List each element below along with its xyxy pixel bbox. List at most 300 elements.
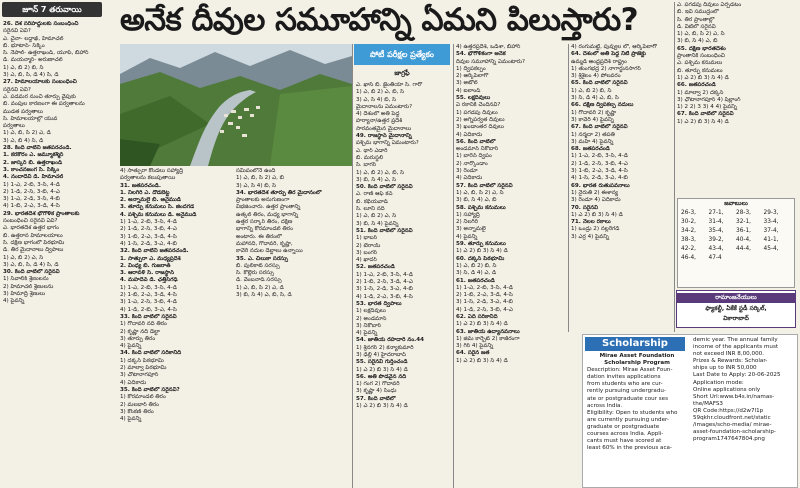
answer-item: 44-4, [736, 246, 751, 252]
question-line: 2. జాస్కర్ బి. ఉత్తరాఖండ్ [3, 159, 63, 166]
question-line: 3) బంగర్ [356, 249, 378, 256]
question-line: సి. దక్షిణ భాగంలో పీఠభూమి [3, 239, 65, 246]
question-line: 59. తూర్పు కనుమలు [456, 241, 506, 248]
question-line: 2) ఆర్కిపెలాగో [456, 73, 489, 80]
answer-item: 40-4, [736, 237, 751, 243]
question-line: ఎ. థార్ ఎడారి [356, 147, 388, 154]
question-line: 1) ఎ, బి, సి 2) ఎ, డి [3, 130, 51, 137]
questions-column-4 [356, 82, 452, 486]
question-line: 33. కింది వాటిలో సరైనవి [120, 313, 177, 320]
answer-item: 47-4 [708, 255, 722, 261]
answer-item: 34-2, [681, 228, 696, 234]
scholarship-line: the/MAFS3 [693, 400, 723, 407]
question-line: 2) మలబార్ తీరం [120, 401, 160, 408]
question-line: 3. ఆరావళి సి. రాజస్థాన్ [120, 270, 175, 277]
question-line: 30. కింది వాటిలో సరైనవి [3, 269, 60, 276]
question-line: 3) బి, సి 4) ఎ, బి [456, 197, 497, 204]
question-line: ముడత పర్వతాలు [3, 108, 43, 115]
questions-column-1 [3, 21, 115, 487]
question-line: 1) 1-ఎ, 2-బి, 3-సి, 4-డి [456, 284, 513, 291]
question-line: 4) 1-డి, 2-సి, 3-బి, 4-ఎ [456, 306, 513, 313]
question-line: 61. జతపరచండి [456, 277, 495, 284]
question-line: 3) 1-బి, 2-ఎ, 3-డి, 4-సి [571, 168, 628, 175]
question-line: 3. కాంచనజంగ సి. సిక్కిం [3, 166, 60, 173]
question-line: 3) చోటానాగపూర్ [120, 372, 159, 379]
question-line: 31. జతపరచండి. [120, 182, 161, 189]
answer-item: 41-1, [763, 237, 779, 243]
question-line: 1) తుంగభద్ర 2) నాగార్జునసాగర్ [571, 65, 641, 72]
question-line: 4) 1-సి, 2-డి, 3-ఎ, 4-బి [571, 175, 628, 182]
question-line: 34. భారతదేశ తూర్పు తీర మైదానంలో [236, 189, 322, 196]
question-line: ఎ. ఖాసీ బి. జైంతియా సి. గారో [356, 82, 423, 88]
section-ribbon: పోటీ పరీక్షల ప్రత్యేకం [354, 44, 450, 65]
scholarship-line: from students who are cur- [587, 381, 663, 388]
answer-key-title: జవాబులు [724, 200, 748, 207]
question-line: 1. నీలగిరి ఎ. దొడబెట్ట [120, 189, 170, 196]
scholarship-line: not exceed INR 8,00,000. [693, 351, 764, 358]
scholarship-line: rently pursuing undergradu- [587, 388, 666, 395]
question-line: 57. కింది వాటిలో సరైనవి [456, 182, 513, 189]
question-line: 4) ఏదీకాదు [456, 131, 483, 138]
question-line: సరైనవి ఏవి? [3, 28, 31, 35]
scholarship-line: income of the applicants must [693, 344, 779, 351]
scholarship-line: ate or postgraduate cour ses [587, 395, 669, 402]
question-line: ఏ రకానికి చెందినవి? [456, 102, 501, 109]
answer-item: 43-4, [708, 246, 724, 252]
question-line: బి. తూర్పు కనుమలు [677, 67, 723, 74]
answer-item: 33-4, [763, 219, 779, 225]
scholarship-line: graduate or postgraduate [587, 423, 660, 430]
question-line: 27. హిమాలయాలకు సంబంధించి [3, 79, 77, 86]
question-line: 1. సాత్పురా ఎ. మధ్యప్రదేశ్ [120, 255, 181, 262]
question-line: సారవంతమైన మైదానాలు [356, 125, 412, 132]
answer-item: 36-1, [736, 228, 751, 234]
question-line: ఎ. పశ్చిమ కనుమలు [677, 60, 723, 67]
question-line: సి. తీర ప్రాంతాల్లో [677, 16, 715, 23]
answer-item: 42-2, [681, 246, 696, 252]
question-line: 60. దక్కన్ పీఠభూమి [456, 255, 505, 262]
question-line: 66. దక్షిణ ద్వీపకల్ప నదులు [571, 102, 634, 109]
scholarship-line: across India. [587, 402, 623, 409]
question-line: 2) 1-డి, 2-సి, 3-బి, 4-ఎ [571, 160, 628, 167]
question-line: 1) ఎ, బి, సి 2) ఎ, సి [456, 189, 504, 196]
question-line: 1) గోదావరి 2) కృష్ణా [571, 109, 617, 116]
answer-item: 31-4, [708, 219, 724, 225]
question-line: డి. వీటిలో సరైనవి [677, 23, 716, 30]
question-line: 65. కింది వాటిలో సరైనవి [571, 80, 628, 87]
question-line: 1) నైరుతి 2) ఈశాన్య [571, 189, 619, 196]
question-line: 1) ఎ, బి 2) బి, సి [571, 87, 612, 94]
question-line: 3) ఢిల్లీ 4) హైదరాబాద్ [356, 351, 406, 358]
headline: అనేక దీవుల సమూహాన్ని ఏమని పిలుస్తారు? [120, 2, 639, 38]
question-line: సమీపంలోనే ఉంది [236, 168, 276, 174]
question-line: 67. కింది వాటిలో సరైనవి [677, 111, 734, 118]
question-line: 55. లక్షదీవులు [456, 95, 491, 102]
question-line: 1) ఎ 2) బి 3) సి 4) డి [456, 321, 508, 328]
question-line: 1) ఎ 2) బి 3) సి 4) డి [677, 74, 729, 81]
question-line: ఎ. రాణ్ ఆఫ్ కచ్ [356, 191, 393, 198]
question-line: 3) బి, సి 4) ఎ, బి, సి, డి [236, 292, 292, 299]
questions-column-2 [120, 168, 232, 486]
author-affiliation: ఫ్యాకల్టీ, ఏకేకే స్టడీ సర్కిల్, [705, 305, 767, 312]
column-rule [568, 44, 569, 332]
question-line: 2) 1-బి, 2-ఎ, 3-డి, 4-సి [456, 292, 513, 299]
question-line: ఎ. పగడపు దీవులు ఏర్పడటం [677, 2, 742, 8]
question-line: 1) ఎ 2) బి 3) సి 4) డి [356, 403, 408, 410]
question-line: 2. అన్నామలై బి. ఆనైముడి [120, 197, 181, 204]
scholarship-line: Scholarship Program [604, 360, 670, 367]
question-line: 1) లక్షదీవులు [356, 308, 386, 315]
questions-column-5 [456, 44, 566, 486]
author-name: రామాంజనేయులు [677, 293, 795, 303]
valley-photo [120, 44, 352, 166]
question-line: 1) మాల్వా 2) దక్కన్ [677, 89, 724, 96]
question-line: 3) కృష్ణా 4) సింధు [356, 388, 397, 395]
question-line: 1) ఎ, బి 2) ఎ, సి [3, 254, 44, 261]
answer-item: 32-1, [736, 219, 751, 225]
answer-item: 29-3, [763, 210, 779, 216]
question-line: బి. భూటాన్- సిక్కిం [3, 42, 45, 49]
question-line: 53. భారత ద్వీపాలు [356, 300, 402, 307]
question-line: 4) ఉత్తరప్రదేశ్, ఒడిశా, బిహార్ [456, 44, 521, 50]
question-line: డి. వెంబనాడ్ సరస్సు [236, 277, 282, 284]
question-line: 1) ఎ 2) బి 3) సి 4) డి [571, 211, 623, 218]
question-line: 52. జతపరచండి [356, 264, 395, 271]
question-line: 28. కింది వాటిని జతపరచండి. [3, 145, 72, 152]
question-line: 3) 1-ఎ, 2-సి, 3-బి, 4-డి [120, 299, 177, 306]
question-line: మైదానాలను ఏమంటారు? [356, 103, 413, 110]
question-line: 2) 1-డి, 2-సి, 3-బి, 4-ఎ [120, 226, 177, 233]
question-line: డి. తీర మైదానాలు ద్వీపాలు [3, 247, 64, 254]
question-line: పర్వతాలను కలుపుతాయి [120, 175, 176, 182]
scholarship-line: QR Code:https://d2w7l1p [693, 407, 764, 414]
question-line: 3) బి, సి 4) ఎ, బి [677, 38, 718, 45]
answer-item: 35-4, [708, 228, 724, 234]
question-line: 3) ఎ, బి, సి, డి 4) సి, డి [3, 261, 59, 268]
question-line: భాగాన్ని కోరమాండల్ తీరం [236, 226, 293, 233]
question-line: 70. సరైనవి [571, 204, 599, 211]
scholarship-box [582, 334, 798, 488]
question-line: 1) నర్మదా 2) తపతి [571, 131, 615, 138]
question-line: 1) ఎ, బి 2) ఎ, సి [356, 213, 397, 220]
question-line: 3) ఎ, బి, సి, డి 4) సి, డి [3, 72, 59, 79]
question-line: 3) 1-సి, 2-డి, 3-ఎ, 4-బి [356, 286, 413, 293]
question-line: 1) ఒండ్రు 2) నల్లరేగడి [571, 226, 620, 233]
question-line: 1) ఎ, బి 2) బి, సి [3, 64, 44, 71]
question-line: 49. రాజస్థాన్ మైదానాన్ని [356, 133, 412, 140]
column-rule [453, 44, 454, 488]
question-line: 32. కింది వాటిని జతపరచండి. [120, 248, 189, 255]
question-line: 1. కరకోరం ఎ. జమ్మూకశ్మీర్ [3, 152, 64, 159]
question-line: 3) రెండూ [456, 168, 478, 175]
question-line: 64. దేశంలో అతి పెద్ద నీటి ప్రాజెక్టు [571, 51, 646, 58]
question-line: 3) సి, డి 4) ఎ, డి [456, 270, 497, 277]
question-line: 3) బి, సి 4) ఎ, సి [356, 176, 397, 183]
question-line: సి. నేపాల్- ఉత్తరాఖండ్, యూపీ, బిహార్ [3, 50, 89, 57]
question-line: బి. వంపుల కారణంగా ఈ పర్వతాలను [3, 101, 85, 108]
question-line: 1) ఎ, బి 2) ఎ, బి, సి [356, 89, 404, 96]
question-line: 4) 1-బి, 2-ఎ, 3-డి, 4-సి [3, 203, 60, 210]
question-line: 4) 1-సి, 2-డి, 3-ఎ, 4-బి [120, 240, 177, 247]
question-line: 3) సి, డి 4) ఎ, బి, సి [571, 95, 619, 102]
question-line: 4) ఖాదర్ [356, 257, 377, 264]
question-line: 1) బారెన్ ద్వీపం [456, 153, 492, 160]
question-line: దీవుల సమూహాన్ని ఏమంటారు? [456, 58, 526, 65]
question-line: 1) గంగ 2) గోదావరి [356, 381, 400, 388]
question-line: 1) 2 2) 3 3) 4 4) పైవన్నీ [677, 104, 737, 111]
column-rule [674, 2, 675, 332]
question-line: 1) ఎ, బి 2) బి, సి [456, 262, 497, 269]
question-line: 56. అతి పొడవైన నది [356, 373, 407, 380]
question-line: 4) దేశంలో అతి పెద్ద [356, 111, 400, 118]
question-line: సి. లూని నది [356, 206, 385, 213]
question-line: 1) ఎ, బి, సి 2) ఎ, డి [236, 284, 284, 291]
question-line: 1) కోరమాండల్ తీరం [120, 394, 166, 401]
question-line: 1) సివాలిక్ శ్రేణులను [3, 276, 49, 283]
answer-item: 28-3, [736, 210, 751, 216]
question-line: 1) ఎ 2) బి 3) సి 4) డి [456, 357, 508, 364]
question-line: 3) గిర్ 4) పైవన్నీ [456, 343, 494, 350]
question-line: హర్యానా/ఉత్తర ప్రదేశ్ [356, 118, 403, 125]
question-line: 3) ఎ, సి 4) బి, సి [236, 182, 277, 189]
question-line: 3) 1-బి, 2-ఎ, 3-డి, 4-సి [120, 233, 177, 240]
question-line: 68. జతపరచండి [571, 146, 610, 153]
question-line: ఎ. చైనా- లద్దాఖ్, హిమాచల్ [3, 35, 64, 42]
question-line: 1) ఎ, బి, సి 2) ఎ, బి [236, 175, 284, 182]
questions-column-7 [677, 2, 795, 196]
question-line: సి. హిమాలయాల్లో యువ [3, 115, 58, 122]
questions-column-3 [236, 168, 350, 486]
question-line: 4) పైవన్నీ [456, 233, 478, 240]
author-box [676, 290, 796, 328]
question-line: 4) పైవన్నీ [120, 343, 142, 350]
answer-item: 38-3, [681, 237, 696, 243]
question-line: 1) ఎ 2) బి 3) సి 4) డి [356, 366, 408, 373]
question-line: 4) 1-డి, 2-బి, 3-ఎ, 4-సి [120, 306, 177, 313]
question-line: బి. ఉత్తరాన హిమాలయాలు [3, 232, 63, 239]
question-line: 2) హిమాచల్ శ్రేణులను [3, 283, 54, 290]
question-line: సంబంధించి సరైనవి ఏవి? [3, 218, 58, 225]
question-line: 2) నార్కొండాం [456, 160, 488, 167]
question-line: మహానది, గోదావరి, కృష్ణా, [236, 240, 293, 247]
question-line: 3) ఖండాంతర దీవులు [456, 124, 504, 131]
question-line: ఎ. భారతదేశ ఉత్తర భాగం [3, 225, 60, 232]
question-line: 67. కింది వాటిలో సరైనవి [571, 124, 628, 131]
question-line: 1) శ్రీనగర్ 2) కన్యాకుమారి [356, 344, 414, 351]
continuation-badge: జూన్ 7 తరువాయి [2, 2, 102, 17]
answer-item: 30-2, [681, 219, 696, 225]
scholarship-right-text [693, 337, 795, 443]
question-line: 3) ఛోటానాగపూర్ 4) షిల్లాంగ్ [677, 96, 741, 103]
question-line: 29. భారతదేశ భౌగోళిక ప్రాంతాలకు [3, 210, 80, 217]
question-line: 1) 1-ఎ, 2-బి, 3-సి, 4-డి [120, 284, 177, 291]
question-line: 54. జాతీయ రహదారి నం.44 [356, 337, 425, 344]
answer-item: 46-4, [681, 255, 696, 261]
scholarship-line: asset-foundation-scholarship- [693, 429, 776, 436]
question-line: 4) 1-డి, 2-ఎ, 3-బి, 4-సి [356, 293, 413, 300]
question-line: 1) ఎ, బి 2) ఎ, బి, సి [356, 169, 404, 176]
question-line: 57. కింది వాటిలో [356, 395, 396, 402]
question-line: 1) 1-ఎ, 2-బి, 3-సి, 4-డి [571, 153, 628, 160]
question-line: 2) అండమాన్ [356, 315, 387, 322]
scholarship-line: Short Url:www.b4s.in/namas- [693, 393, 775, 400]
question-line: 1) ఎ 2) బి 3) సి 4) డి [677, 118, 729, 125]
question-line: 3) 1-సి, 2-డి, 3-ఎ, 4-బి [456, 299, 513, 306]
scholarship-line: demic year. The annual family [693, 337, 778, 343]
question-line: 1) ఎ 2) బి 3) సి 4) డి [456, 248, 508, 255]
question-line: సి. బాగర్ [356, 162, 377, 169]
question-line: ఎ. పడమర నుంచి తూర్పు వైపుకు [3, 93, 76, 100]
author-location: వికారాబాద్ [723, 315, 749, 322]
question-line: 4) పైవన్నీ [356, 330, 378, 337]
answer-item: 27-1, [708, 210, 724, 216]
question-line: 4. పశ్చిమ కనుమలు డి. అనైముడి [120, 211, 197, 218]
scholarship-line: courses across India. Appli- [587, 431, 664, 438]
answer-item: 45-4, [763, 246, 779, 252]
scholarship-line: least 60% in the previous aca- [587, 445, 672, 452]
question-line: ప్రాంతానికి సంబంధించి [677, 53, 725, 60]
question-line: బి. పులికాట్ సరస్సు [236, 262, 280, 269]
question-line: 3) ఎర్ర 4) పైవన్నీ [571, 233, 609, 240]
question-line: 3) శ్రీశైలం 4) పోలవరం [571, 73, 621, 80]
question-line: 56. కింది వాటిలో [456, 138, 496, 145]
scholarship-line: Application mode: [693, 379, 744, 386]
question-line: 3) బి, సి 4) పైవన్నీ [356, 220, 399, 227]
question-line: 4) రంగుమట్టి, పువ్వుల లో, ఆర్కిపెలాగో [571, 44, 657, 50]
scholarship-left-text [587, 353, 687, 452]
scholarship-line: Prizes & Rewards: Scholar- [693, 358, 768, 365]
question-line: పర్వతాలు [3, 123, 25, 130]
question-line: 4) పైవన్నీ [3, 298, 25, 305]
scholarship-line: 59qkhr.cloudfront.net/static [693, 415, 771, 422]
question-line: బి. కథియవాడ్ [356, 198, 388, 205]
question-line: 1) ద్వీపకల్పం [456, 65, 486, 72]
question-line: 3) రెండూ 4) ఏదీకాదు [571, 197, 621, 204]
question-line: డి. మయన్మార్- అరుణాచల్ [3, 57, 63, 64]
scholarship-line: ships up to INR 50,000 [693, 365, 757, 372]
answer-item: 37-4, [763, 228, 779, 234]
question-line: 1) భాబర్ [356, 235, 378, 242]
question-line: 1) పగడపు దీవులు [456, 109, 498, 116]
question-line: 3) నికోబార్ [356, 322, 382, 329]
scholarship-line: cants must have scored at [587, 438, 662, 445]
question-line: 63. జాతీయ ఉద్యానవనాలు [456, 328, 520, 335]
question-line: 3) ఎ, బి 4) సి, డి [3, 137, 44, 144]
question-line: 1) గోదావరి నది తీరం [120, 321, 167, 328]
question-line: ఉత్తర సర్కార్ తీరం, దక్షిణ [236, 219, 293, 226]
question-line: 3) హిమాద్రి శ్రేణులు [3, 290, 46, 297]
question-line: 1) 1-ఎ, 2-బి, 3-సి, 4-డి [356, 271, 413, 278]
question-line: 3) కావేరి 4) పైవన్నీ [571, 116, 614, 123]
question-line: పశ్చిమ భాగాన్ని ఏమంటారు? [356, 140, 419, 147]
question-line: 4) ఐలాండ్ [456, 87, 481, 94]
question-line: 55. సరైనవి గుర్తించండి [356, 359, 408, 366]
question-line: అంటారు. ఈ తీరంలో [236, 233, 282, 240]
question-line: 3) ఎ, సి 4) బి, సి [356, 96, 397, 103]
question-line: 35. ఎ. చిలుకా సరస్సు [236, 255, 289, 262]
question-line: 35. కింది వాటిలో సరైనవి? [120, 386, 180, 393]
question-line: విభజించారు. ఉత్తర ప్రాంతాన్ని [236, 204, 301, 211]
question-line: సరైనవి ఏవి? [3, 86, 31, 93]
question-line: 2. వింధ్య బి. గుజరాత్ [120, 262, 171, 269]
scholarship-line: Online applications only [693, 386, 761, 393]
question-line: 71. నేలల రకాలు [571, 219, 611, 226]
question-line: 69. భారత రుతుపవనాలు [571, 182, 630, 189]
question-line: 3) అటోల్ [456, 80, 478, 87]
question-line: 3) మహి 4) పైవన్నీ [571, 138, 614, 145]
question-line: 2) అగ్నిపర్వత దీవులు [456, 116, 505, 123]
question-line: సి. కొల్లేరు సరస్సు [236, 270, 274, 277]
answer-key [677, 198, 795, 288]
scholarship-line: program1747647804.png [693, 436, 765, 443]
question-line: 1) 1-ఎ, 2-బి, 3-సి, 4-డి [120, 219, 177, 226]
question-line: 2) మాల్వా పీఠభూమి [120, 365, 167, 372]
question-line: 51. కింది వాటిలో సరైనవి [356, 227, 413, 234]
question-line: 65. దక్షిణ భారతదేశం [677, 45, 726, 52]
scholarship-header: Scholarship [585, 337, 685, 351]
question-line: 1) జిమ్ కార్బెట్ 2) కాజీరంగా [456, 335, 520, 342]
question-line: ఉత్కల్ తీరం, మధ్య భాగాన్ని [236, 211, 299, 218]
question-line: 58. పశ్చిమ కనుమలు [456, 204, 506, 211]
question-line: 62. ఏది సరికానిది [456, 313, 498, 320]
question-line: 1) దక్కన్ పీఠభూమి [120, 357, 164, 364]
scholarship-line: Mirae Asset Foundation [599, 353, 675, 359]
question-line: 3) అన్నామలై [456, 226, 486, 233]
scholarship-line: dation invites applications [587, 374, 661, 381]
question-line: 2) నీలగిరి [456, 219, 478, 226]
question-line: ప్రాంతాలకు అనుగుణంగా [236, 197, 290, 204]
question-line: 4. నందాదేవి డి. హిమాచల్ [3, 174, 64, 181]
question-line: 4) ఏదీకాదు [456, 175, 483, 182]
question-line: 3) 1-ఎ, 2-డి, 3-సి, 4-బి [3, 196, 60, 203]
question-line: 4) ఏదీకాదు [120, 379, 147, 386]
question-line: 3. తూర్పు కనుమలు సి. జిందగడ [120, 204, 195, 211]
answer-item: 39-2, [708, 237, 724, 243]
question-line: 2) టెరాయ్ [356, 242, 381, 249]
question-line: 2) 1-డి, 2-సి, 3-బి, 4-ఎ [3, 188, 60, 195]
question-line: 3) తూర్పు తీరం [120, 335, 156, 342]
question-line: 2) 1-బి, 2-సి, 3-డి, 4-ఎ [356, 279, 413, 286]
question-line: బి. ఇవి సముద్రంలో [677, 9, 719, 16]
scholarship-line: Eligibility: Open to students who [587, 409, 678, 416]
question-line: 2) కృష్ణా నది డెల్టా [120, 328, 160, 335]
question-line: అండమాన్ నికోబార్ [456, 146, 499, 153]
scholarship-line: are currently pursuing under- [587, 416, 669, 423]
question-line: కావేరీ నదుల డెల్టాలు ఉన్నాయి [236, 248, 303, 255]
question-line: 54. భౌగోళికంగా అనేక [456, 51, 506, 58]
scholarship-line: Description: Mirae Asset Foun- [587, 367, 673, 374]
column-rule [352, 44, 353, 488]
question-line: బి. మరుస్థలి [356, 154, 384, 161]
questions-column-6 [571, 44, 673, 330]
question-line: 3) కొంకణ్ తీరం [120, 408, 154, 415]
question-line: 4. మహదేవ్ డి. ఛత్తీస్‌గఢ్ [120, 277, 178, 284]
answer-key-grid [681, 209, 791, 262]
question-line: 4) పైవన్నీ [120, 416, 142, 423]
question-line: 26. దేశ సరిహద్దులకు సంబంధించి [3, 21, 79, 27]
question-line: 4) సాత్పురా కొండలు సహ్యాద్రి [120, 168, 184, 174]
scholarship-line: /images/scho-media/ mirae- [693, 422, 772, 429]
answer-item: 26-3, [681, 210, 696, 216]
question-line: 1) ఎ, బి, సి 2) ఎ, సి [677, 31, 725, 38]
question-line: 2) 1-బి, 2-ఎ, 3-డి, 4-సి [120, 292, 177, 299]
question-line: ఉమ్మడి ఆంధ్రప్రదేశ్ రాష్ట్రం [571, 58, 627, 65]
question-line: 1) 1-ఎ, 2-బి, 3-సి, 4-డి [3, 181, 60, 188]
question-line: 1) సహ్యాద్రి [456, 211, 480, 218]
scholarship-line: Last Date to Apply: 20-06-2025 [693, 372, 781, 379]
question-line: 34. కింది వాటిలో సరికానిది [120, 350, 182, 357]
question-line: 50. కింది వాటిలో సరైనవి [356, 184, 413, 191]
